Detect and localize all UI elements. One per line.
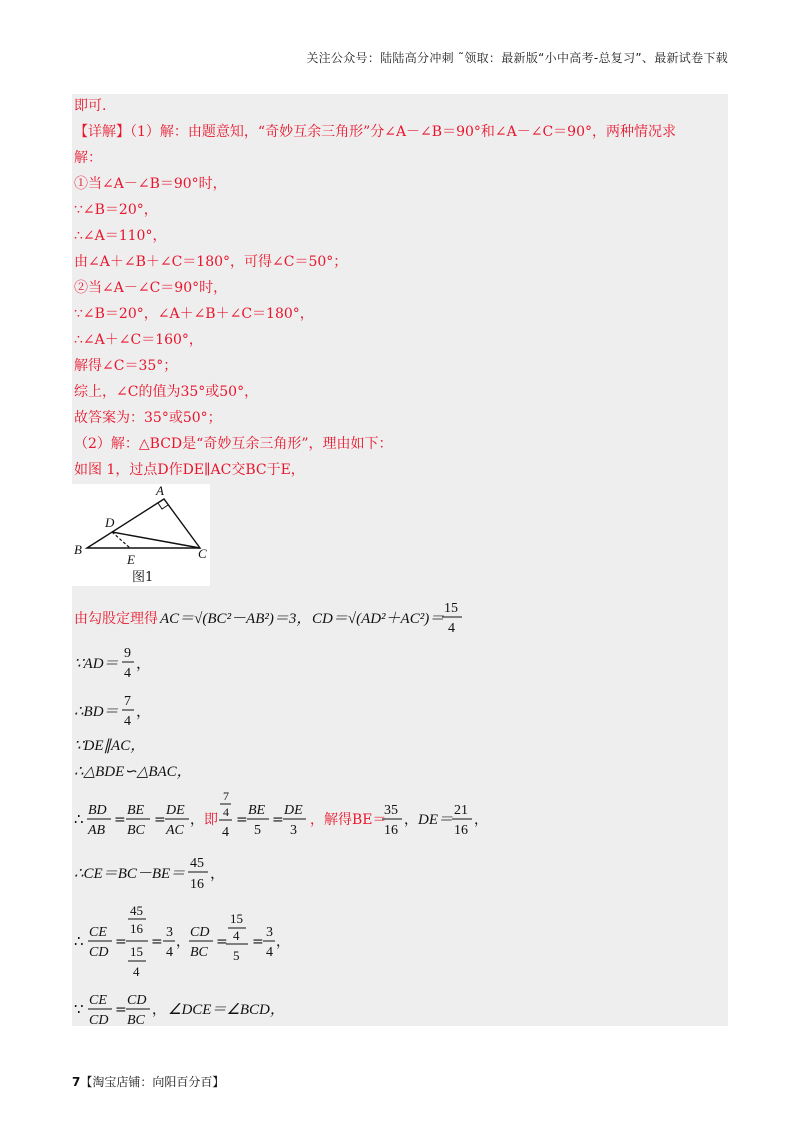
line-5: ∴∠A＝110°， <box>74 228 167 244</box>
m2-num: 9 <box>124 646 131 661</box>
m2-lhs: ∵AD＝ <box>74 656 119 672</box>
svg-text:5: 5 <box>254 823 261 838</box>
svg-text:∴: ∴ <box>74 932 84 950</box>
m6-be-num: 35 <box>384 803 398 818</box>
svg-text:3: 3 <box>266 925 273 940</box>
line-11: 综上，∠C的值为35°或50°， <box>74 384 259 400</box>
svg-text:CD: CD <box>89 945 109 960</box>
svg-text:，: ， <box>210 864 226 882</box>
m2-den: 4 <box>124 666 131 681</box>
line-1-text: （1）解：由题意知，“奇妙互余三角形”分∠A－∠B＝90°和∠A－∠C＝90°，两种情况求 <box>130 124 676 140</box>
m3-den: 4 <box>124 714 131 729</box>
figure-caption: 图1 <box>132 570 154 585</box>
svg-text:BE: BE <box>248 803 266 818</box>
svg-text:CE: CE <box>89 993 107 1008</box>
svg-text:，: ， <box>276 934 290 950</box>
svg-text:BC: BC <box>127 823 145 838</box>
svg-text:=: = <box>272 812 284 828</box>
label-b: B <box>74 542 82 557</box>
m6-de: DE＝ <box>418 812 453 828</box>
svg-text:=: = <box>216 934 228 950</box>
m6-be-den: 16 <box>384 823 398 838</box>
line-8: ∵∠B＝20°，∠A＋∠B＋∠C＝180°， <box>74 306 314 322</box>
svg-text:4: 4 <box>266 945 273 960</box>
svg-text:15: 15 <box>230 911 243 926</box>
line-1 <box>74 123 676 141</box>
svg-text:45: 45 <box>130 903 143 918</box>
svg-text:，: ， <box>152 1002 166 1018</box>
svg-text:DE: DE <box>284 803 303 818</box>
svg-text:=: = <box>115 1002 127 1018</box>
line-3: ①当∠A－∠B＝90°时， <box>74 176 227 192</box>
m3-num: 7 <box>124 694 131 709</box>
svg-text:=: = <box>252 934 264 950</box>
footer-shop: 【淘宝店铺：向阳百分百】 <box>80 1075 225 1089</box>
svg-text:16: 16 <box>130 921 143 936</box>
line-12: 故答案为：35°或50°； <box>74 410 222 426</box>
m6-ji: 即 <box>204 812 218 828</box>
m1-cd-den: 4 <box>448 621 455 636</box>
line-9: ∴∠A＋∠C＝160°， <box>74 332 203 348</box>
svg-text:3: 3 <box>290 823 297 838</box>
svg-text:，: ， <box>136 654 152 672</box>
svg-text:15: 15 <box>130 944 143 959</box>
m7-num: 45 <box>190 856 204 871</box>
math-ce <box>74 852 374 900</box>
math-similar: ∴△BDE∽△BAC， <box>74 764 192 780</box>
line-2: 解： <box>74 150 102 166</box>
svg-text:∵: ∵ <box>74 1000 84 1018</box>
math-ce-cd-ratio <box>74 900 474 984</box>
svg-text:4: 4 <box>233 928 240 943</box>
svg-text:CD: CD <box>190 925 210 940</box>
detail-tag: 【详解】 <box>74 124 130 140</box>
svg-text:=: = <box>154 812 166 828</box>
page-number: 7 <box>72 1075 81 1089</box>
m7-lhs: ∴CE＝BC－BE＝ <box>74 866 186 882</box>
m6-de-num: 21 <box>454 803 468 818</box>
label-d: D <box>105 515 115 530</box>
svg-text:∴: ∴ <box>74 810 84 828</box>
svg-text:4: 4 <box>166 945 173 960</box>
svg-text:4: 4 <box>223 805 229 819</box>
svg-text:=: = <box>115 934 127 950</box>
m6-jiede: ，解得BE＝ <box>310 812 387 828</box>
line-14: 如图 1，过点D作DE∥AC交BC于E， <box>74 462 305 478</box>
svg-text:BE: BE <box>127 803 145 818</box>
line-7: ②当∠A－∠C＝90°时， <box>74 280 228 296</box>
svg-text:=: = <box>236 812 248 828</box>
svg-text:4: 4 <box>133 964 140 979</box>
line-0: 即可. <box>74 98 107 114</box>
svg-text:，: ， <box>404 812 418 828</box>
svg-text:7: 7 <box>223 789 229 803</box>
line-6: 由∠A＋∠B＋∠C＝180°，可得∠C＝50°； <box>74 254 348 270</box>
svg-text:=: = <box>151 934 163 950</box>
line-10: 解得∠C＝35°； <box>74 358 178 374</box>
svg-text:3: 3 <box>166 925 173 940</box>
m1-prefix: 由勾股定理得 <box>74 611 158 627</box>
triangle-figure <box>72 484 210 586</box>
svg-text:5: 5 <box>233 948 240 963</box>
svg-text:4: 4 <box>222 825 229 840</box>
label-a: A <box>156 484 164 498</box>
svg-text:=: = <box>114 812 126 828</box>
math-ratio <box>74 790 674 854</box>
m1-ac: AC＝√(BC²－AB²)＝3， <box>160 611 312 627</box>
m3-lhs: ∴BD＝ <box>74 704 119 720</box>
svg-text:，: ， <box>136 702 152 720</box>
math-final <box>74 988 474 1036</box>
m6-de-den: 16 <box>454 823 468 838</box>
svg-text:，: ， <box>176 934 190 950</box>
line-13: （2）解：△BCD是“奇妙互余三角形”，理由如下： <box>74 436 393 452</box>
m7-den: 16 <box>190 877 204 892</box>
m1-cd-num: 15 <box>444 601 458 616</box>
triangle-diagram <box>72 484 210 586</box>
svg-text:BC: BC <box>190 945 208 960</box>
svg-text:AC: AC <box>166 823 184 838</box>
svg-text:DE: DE <box>166 803 185 818</box>
svg-text:BD: BD <box>88 803 107 818</box>
math-parallel: ∵DE∥AC， <box>74 738 146 754</box>
svg-text:CD: CD <box>127 993 147 1008</box>
svg-text:，: ， <box>190 812 204 828</box>
math-pythagoras <box>74 598 674 642</box>
line-4: ∵∠B＝20°， <box>74 202 158 218</box>
svg-text:AB: AB <box>88 823 106 838</box>
m9-angle: ∠DCE＝∠BCD， <box>168 1002 285 1018</box>
svg-text:，: ， <box>474 812 488 828</box>
m1-cd: CD＝√(AD²＋AC²)＝ <box>312 611 445 627</box>
svg-text:CE: CE <box>89 925 107 940</box>
math-ad <box>74 644 274 688</box>
svg-text:BC: BC <box>127 1013 145 1028</box>
math-bd <box>74 692 274 736</box>
page-footer <box>72 1073 224 1090</box>
page-header: 关注公众号：陆陆高分冲刺 ˜领取：最新版“小中高考-总复习”、最新试卷下载 <box>306 51 728 65</box>
svg-text:CD: CD <box>89 1013 109 1028</box>
label-c: C <box>198 546 207 561</box>
label-e: E <box>127 552 135 567</box>
